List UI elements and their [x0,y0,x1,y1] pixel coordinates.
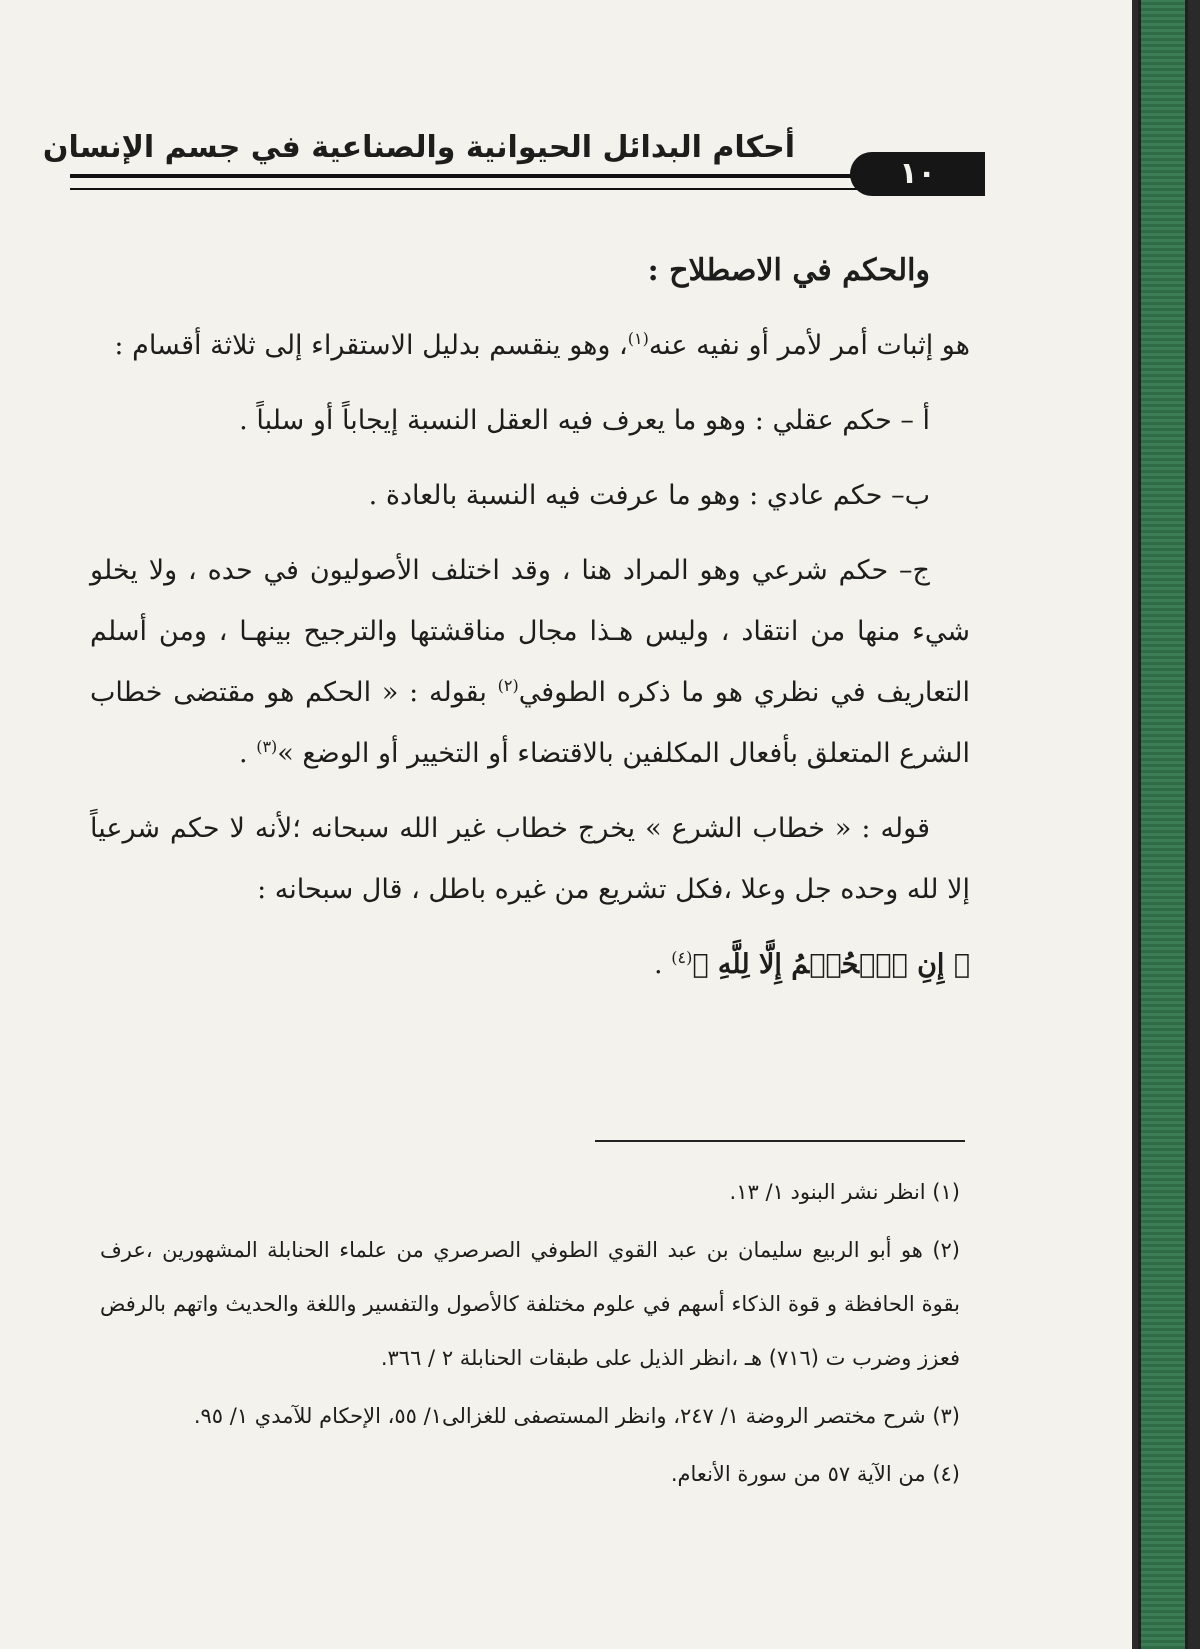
paragraph-commentary: قوله : « خطاب الشرع » يخرج خطاب غير الله سبحانه ؛لأنه لا حكم شرعياً إلا لله وحده جل وعلا ،فكل تشريع من غيره باطل ، قال سبحانه : [90,813,970,905]
footnote-marker: (٢) [497,676,519,695]
main-text [90,240,970,1009]
paragraph-text: بقوله : « الحكم هو مقتضى خطاب الشرع المتعلق بأفعال المكلفين بالاقتضاء أو التخيير أو الوضع » [90,677,970,769]
paragraph-definition [90,315,970,376]
page-header [42,112,970,202]
cover-edge [1138,0,1188,1649]
footnote-item: (٣) شرح مختصر الروضة ١/ ٢٤٧، وانظر المستصفى للغزالى١/ ٥٥، الإحكام للآمدي ١/ ٩٥. [193,1404,960,1428]
footnote-item: (٤) من الآية ٥٧ من سورة الأنعام. [670,1462,960,1486]
footnote-marker: (٤) [671,948,693,967]
quran-verse [90,934,970,995]
footnotes [100,1165,960,1505]
footnote-item: (١) انظر نشر البنود ١/ ١٣. [729,1180,960,1204]
paragraph-text: ، وهو ينقسم بدليل الاستقراء إلى ثلاثة أقسام : [114,330,628,361]
verse-text: ﴿ إِنِ ٱلۡحُكۡمُ إِلَّا لِلَّهِ ﴾ [692,949,970,980]
paragraph-legal [90,540,970,784]
page-number: ١٠ [850,152,985,196]
paragraph-customary: ب– حكم عادي : وهو ما عرفت فيه النسبة بالعادة . [368,480,930,511]
paragraph-text: ج– حكم شرعي وهو المراد هنا ، وقد اختلف الأصوليون في حده ، ولا يخلو شيء منها من انتقاد ، وليس هـذا مجال مناقشتها والترجيح بينهـا ، ومن أسلم التعاريف في نظري هو ما ذكره الطوفي [90,555,970,708]
section-heading: والحكم في الاصطلاح : [647,253,930,288]
paragraph-text: . [239,738,257,769]
footnote-item: (٢) هو أبو الربيع سليمان بن عبد القوي الطوفي الصرصري من علماء الحنابلة المشهورين ،عرف بقوة الحافظة و قوة الذكاء أسهم في علوم مختلفة كالأصول والتفسير واللغة والحديث واتهم بالرفض فعزز وضرب ت (٧١٦) هـ ،انظر الذيل على طبقات الحنابلة ٢ / ٣٦٦. [100,1238,960,1370]
footnote-marker: (٣) [256,737,278,756]
footnote-separator [595,1140,965,1142]
paragraph-text: . [654,949,672,980]
paragraph-text: هو إثبات أمر لأمر أو نفيه عنه [648,330,970,361]
header-rule [70,174,860,190]
paragraph-rational: أ – حكم عقلي : وهو ما يعرف فيه العقل النسبة إيجاباً أو سلباً . [239,405,930,436]
footnote-marker: (١) [627,329,649,348]
running-title: أحكام البدائل الحيوانية والصناعية في جسم الإنسان [42,130,795,165]
